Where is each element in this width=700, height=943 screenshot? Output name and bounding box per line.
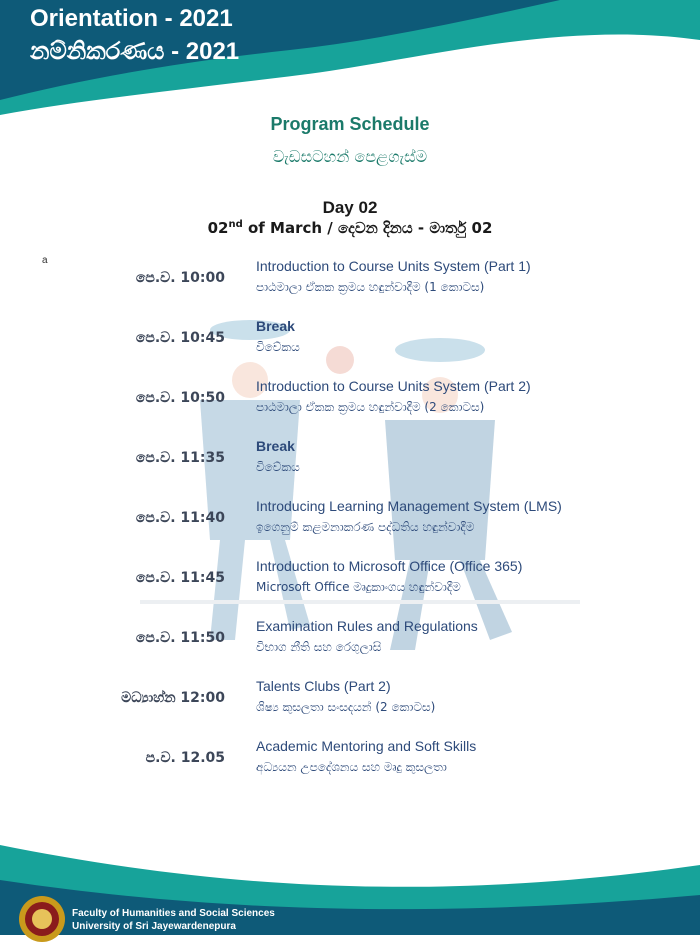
footer-banner xyxy=(0,835,700,935)
schedule-time: පෙ.ව. 11:40 xyxy=(135,510,225,526)
schedule-row xyxy=(0,438,700,488)
schedule-title-si: ඉගෙනුම් කළමනාකරණ පද්ධතිය හඳුන්වාදීම xyxy=(256,520,475,534)
schedule-title-si: අධ්‍යයන උපදේශනය සහ මෘදු කුසලතා xyxy=(256,760,447,774)
schedule-row xyxy=(0,678,700,728)
day-title: Day 02 xyxy=(322,198,378,217)
day-date-number: 02 xyxy=(207,219,229,237)
schedule-time: මධ්‍යාහ්න 12:00 xyxy=(121,690,225,706)
schedule-title-en: Break xyxy=(256,318,295,334)
schedule-title-si: පාඨමාලා ඒකක ක්‍රමය හඳුන්වාදීම (1 කොටස) xyxy=(256,280,485,294)
schedule-row xyxy=(0,618,700,668)
schedule-title-en: Break xyxy=(256,438,295,454)
footer-faculty: Faculty of Humanities and Social Sciences xyxy=(72,908,275,919)
schedule-title-en: Examination Rules and Regulations xyxy=(256,618,478,634)
schedule-time: පෙ.ව. 11:35 xyxy=(135,450,225,466)
university-logo xyxy=(18,895,66,943)
schedule-title-si: ශිෂ්‍ය කුසලතා සංසදයන් (2 කොටස) xyxy=(256,700,436,714)
schedule-row xyxy=(0,558,700,608)
schedule-row xyxy=(0,318,700,368)
day-date-rest: of March / දෙවන දිනය - මාර්තු 02 xyxy=(242,219,493,237)
schedule-row xyxy=(0,378,700,428)
day-date-suffix: nd xyxy=(228,219,243,230)
schedule-title-en: Introduction to Microsoft Office (Office 365) xyxy=(256,558,523,574)
schedule-title-en: Introducing Learning Management System (LMS) xyxy=(256,498,562,514)
schedule-row xyxy=(0,498,700,548)
schedule-time: පෙ.ව. 11:50 xyxy=(135,630,225,646)
schedule-time: පෙ.ව. 10:00 xyxy=(135,270,225,286)
schedule-row xyxy=(0,258,700,308)
program-subtitle: වැඩසටහන් පෙළගැස්ම xyxy=(272,147,428,166)
schedule-title-si: විවේකය xyxy=(256,340,300,354)
schedule-row xyxy=(0,738,700,788)
schedule-title-en: Introduction to Course Units System (Part 1) xyxy=(256,258,531,274)
stray-mark: a xyxy=(42,255,48,266)
schedule-title-si: විවේකය xyxy=(256,460,300,474)
schedule-time: පෙ.ව. 11:45 xyxy=(135,570,225,586)
schedule-time: පෙ.ව. 10:50 xyxy=(135,390,225,406)
day-date xyxy=(0,219,700,237)
footer-university: University of Sri Jayewardenepura xyxy=(72,921,236,932)
header-title-en: Orientation - 2021 xyxy=(30,5,233,32)
schedule-title-si: Microsoft Office මෘදුකාංගය හඳුන්වාදීම xyxy=(256,580,461,594)
schedule-time: ප.ව. 12.05 xyxy=(145,750,225,766)
header-title-si: නම්නිකරණය - 2021 xyxy=(30,38,240,65)
program-title: Program Schedule xyxy=(270,114,430,134)
schedule-title-si: පාඨමාලා ඒකක ක්‍රමය හඳුන්වාදීම (2 කොටස) xyxy=(256,400,485,414)
schedule-title-en: Academic Mentoring and Soft Skills xyxy=(256,738,477,754)
schedule-time: පෙ.ව. 10:45 xyxy=(135,330,225,346)
schedule-title-en: Talents Clubs (Part 2) xyxy=(256,678,391,694)
schedule-title-en: Introduction to Course Units System (Part 2) xyxy=(256,378,531,394)
schedule-title-si: විභාග නීති සහ රෙගුලාසි xyxy=(256,640,382,654)
